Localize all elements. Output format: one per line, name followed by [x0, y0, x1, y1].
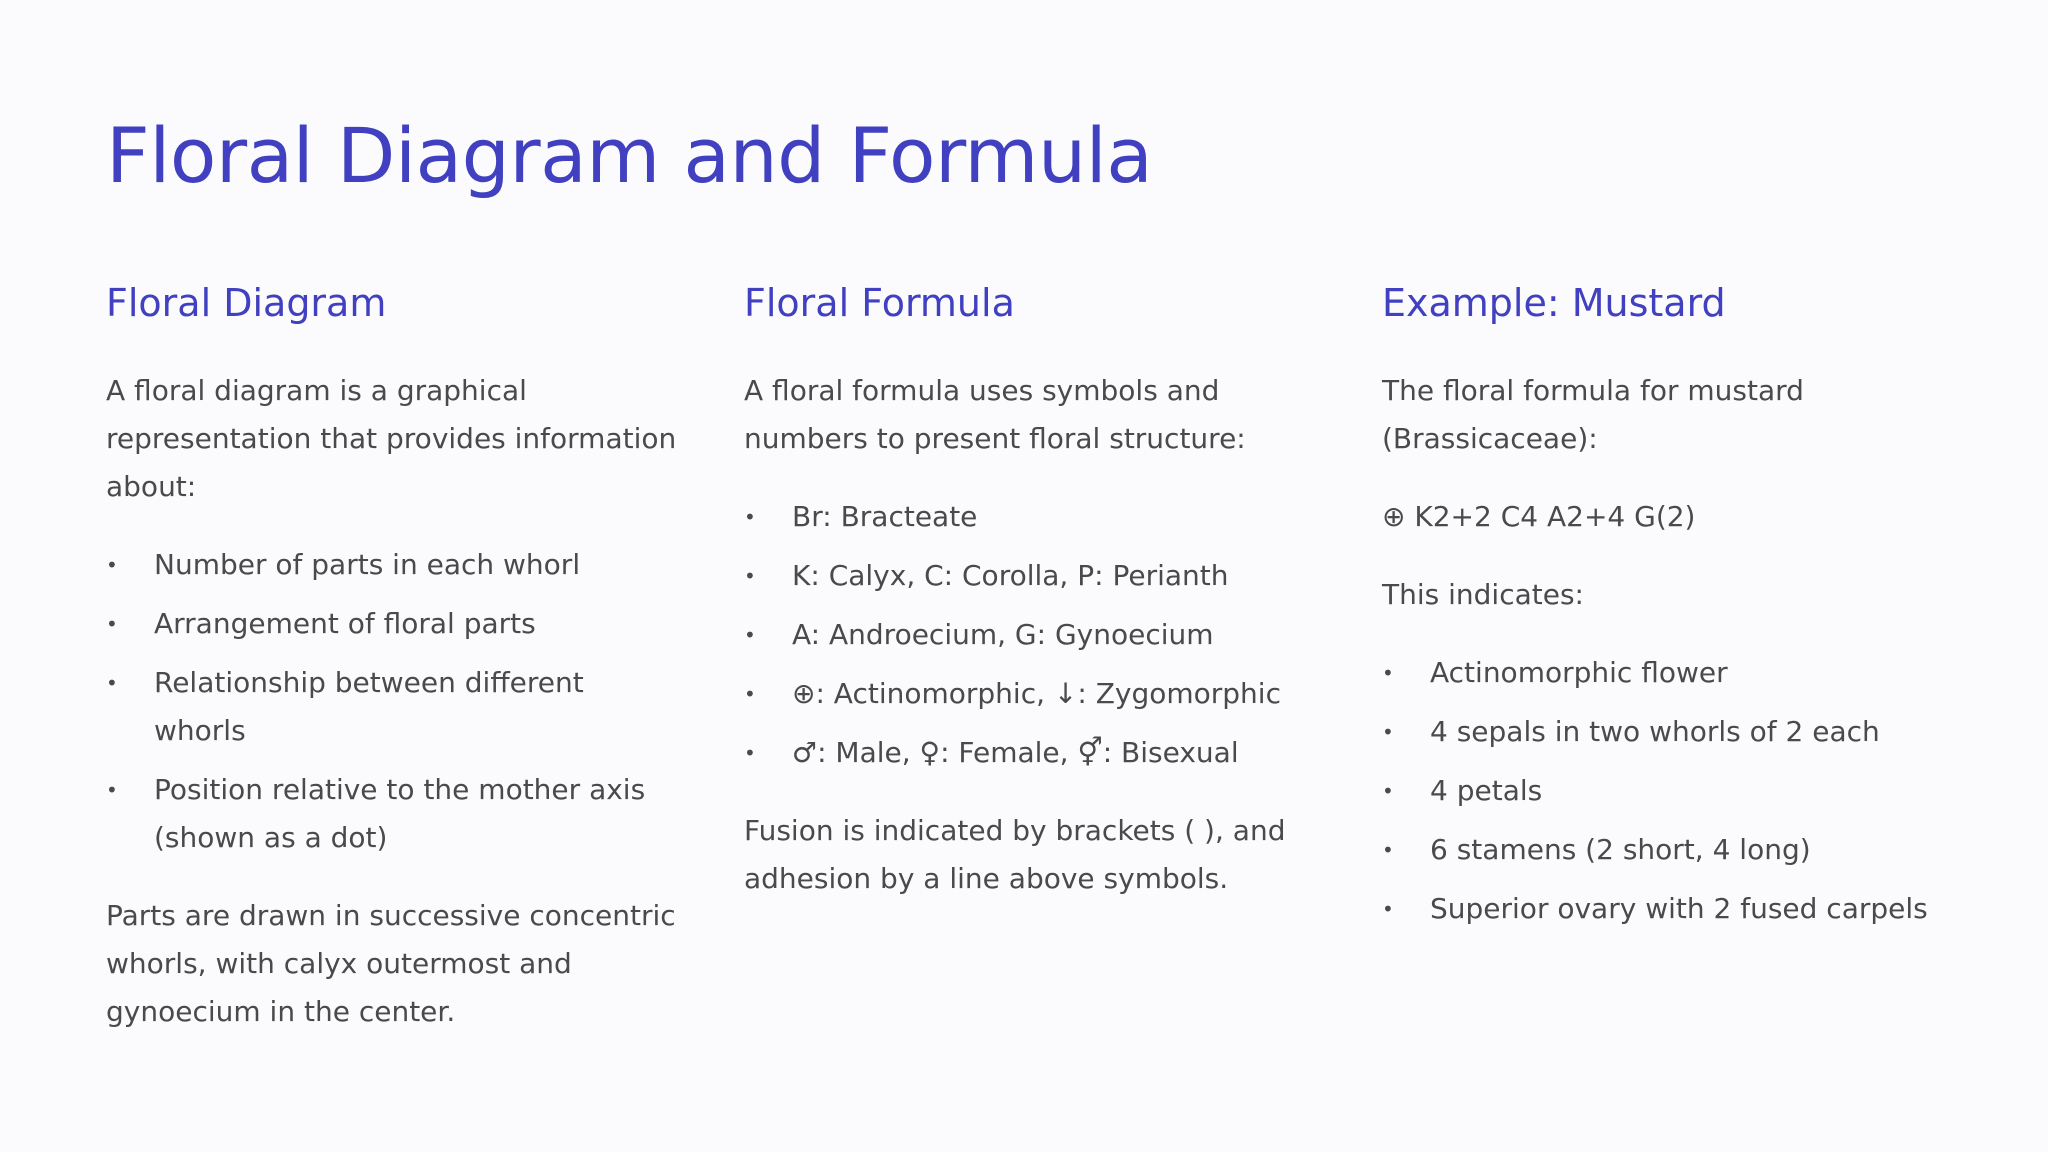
bullet-list — [106, 541, 684, 862]
indicates-label: This indicates: — [1382, 577, 1584, 611]
list-item-text: ⊕: Actinomorphic, ↓: Zygomorphic — [792, 676, 1281, 710]
list-item-text: Br: Bracteate — [792, 499, 978, 533]
list-item-text: A: Androecium, G: Gynoecium — [792, 617, 1214, 651]
bullet-icon: • — [106, 777, 118, 802]
column-heading: Floral Formula — [744, 281, 1015, 326]
list-item-text: Actinomorphic flower — [1430, 655, 1728, 689]
bullet-list — [744, 493, 1322, 777]
floral-formula-column — [744, 281, 1322, 1066]
list-item-text: ♂: Male, ♀: Female, ⚥: Bisexual — [792, 735, 1239, 769]
bullet-icon: • — [744, 740, 756, 765]
column-outro: Parts are drawn in successive concentric whorls, with calyx outermost and gynoecium in the center. — [106, 898, 676, 1028]
bullet-icon: • — [1382, 660, 1394, 685]
bullet-icon: • — [106, 552, 118, 577]
bullet-icon: • — [744, 681, 756, 706]
list-item-text: K: Calyx, C: Corolla, P: Perianth — [792, 558, 1229, 592]
column-heading: Example: Mustard — [1382, 281, 1726, 326]
floral-diagram-column — [106, 281, 684, 1066]
bullet-icon: • — [106, 670, 118, 695]
list-item-text: Number of parts in each whorl — [154, 547, 581, 581]
bullet-list — [1382, 649, 1960, 933]
list-item-text: Relationship between different whorls — [154, 665, 584, 747]
column-heading: Floral Diagram — [106, 281, 387, 326]
bullet-icon: • — [1382, 778, 1394, 803]
bullet-icon: • — [744, 504, 756, 529]
list-item-text: Position relative to the mother axis (shown as a dot) — [154, 772, 646, 854]
list-item — [1382, 826, 1960, 874]
list-item — [106, 766, 684, 862]
columns — [106, 281, 1942, 1066]
bullet-icon: • — [744, 563, 756, 588]
list-item — [106, 659, 684, 755]
column-intro: The floral formula for mustard (Brassicaceae): — [1382, 373, 1804, 455]
bullet-icon: • — [1382, 896, 1394, 921]
column-intro: A floral formula uses symbols and numbers to present floral structure: — [744, 373, 1246, 455]
list-item-text: 6 stamens (2 short, 4 long) — [1430, 832, 1811, 866]
list-item — [1382, 767, 1960, 815]
column-intro: A floral diagram is a graphical representation that provides information about: — [106, 373, 677, 503]
list-item — [744, 611, 1322, 659]
list-item — [1382, 649, 1960, 697]
list-item — [1382, 885, 1960, 933]
list-item — [106, 600, 684, 648]
example-mustard-column — [1382, 281, 1960, 1066]
list-item-text: 4 sepals in two whorls of 2 each — [1430, 714, 1880, 748]
bullet-icon: • — [744, 622, 756, 647]
list-item — [744, 552, 1322, 600]
list-item-text: Superior ovary with 2 fused carpels — [1430, 891, 1928, 925]
bullet-icon: • — [106, 611, 118, 636]
list-item — [744, 729, 1322, 777]
list-item — [744, 670, 1322, 718]
bullet-icon: • — [1382, 837, 1394, 862]
list-item-text: 4 petals — [1430, 773, 1543, 807]
column-outro: Fusion is indicated by brackets ( ), and adhesion by a line above symbols. — [744, 813, 1286, 895]
list-item-text: Arrangement of floral parts — [154, 606, 536, 640]
list-item — [1382, 708, 1960, 756]
list-item — [744, 493, 1322, 541]
page-title: Floral Diagram and Formula — [106, 111, 1153, 200]
bullet-icon: • — [1382, 719, 1394, 744]
list-item — [106, 541, 684, 589]
floral-formula: ⊕ K2+2 C4 A2+4 G(2) — [1382, 499, 1696, 533]
